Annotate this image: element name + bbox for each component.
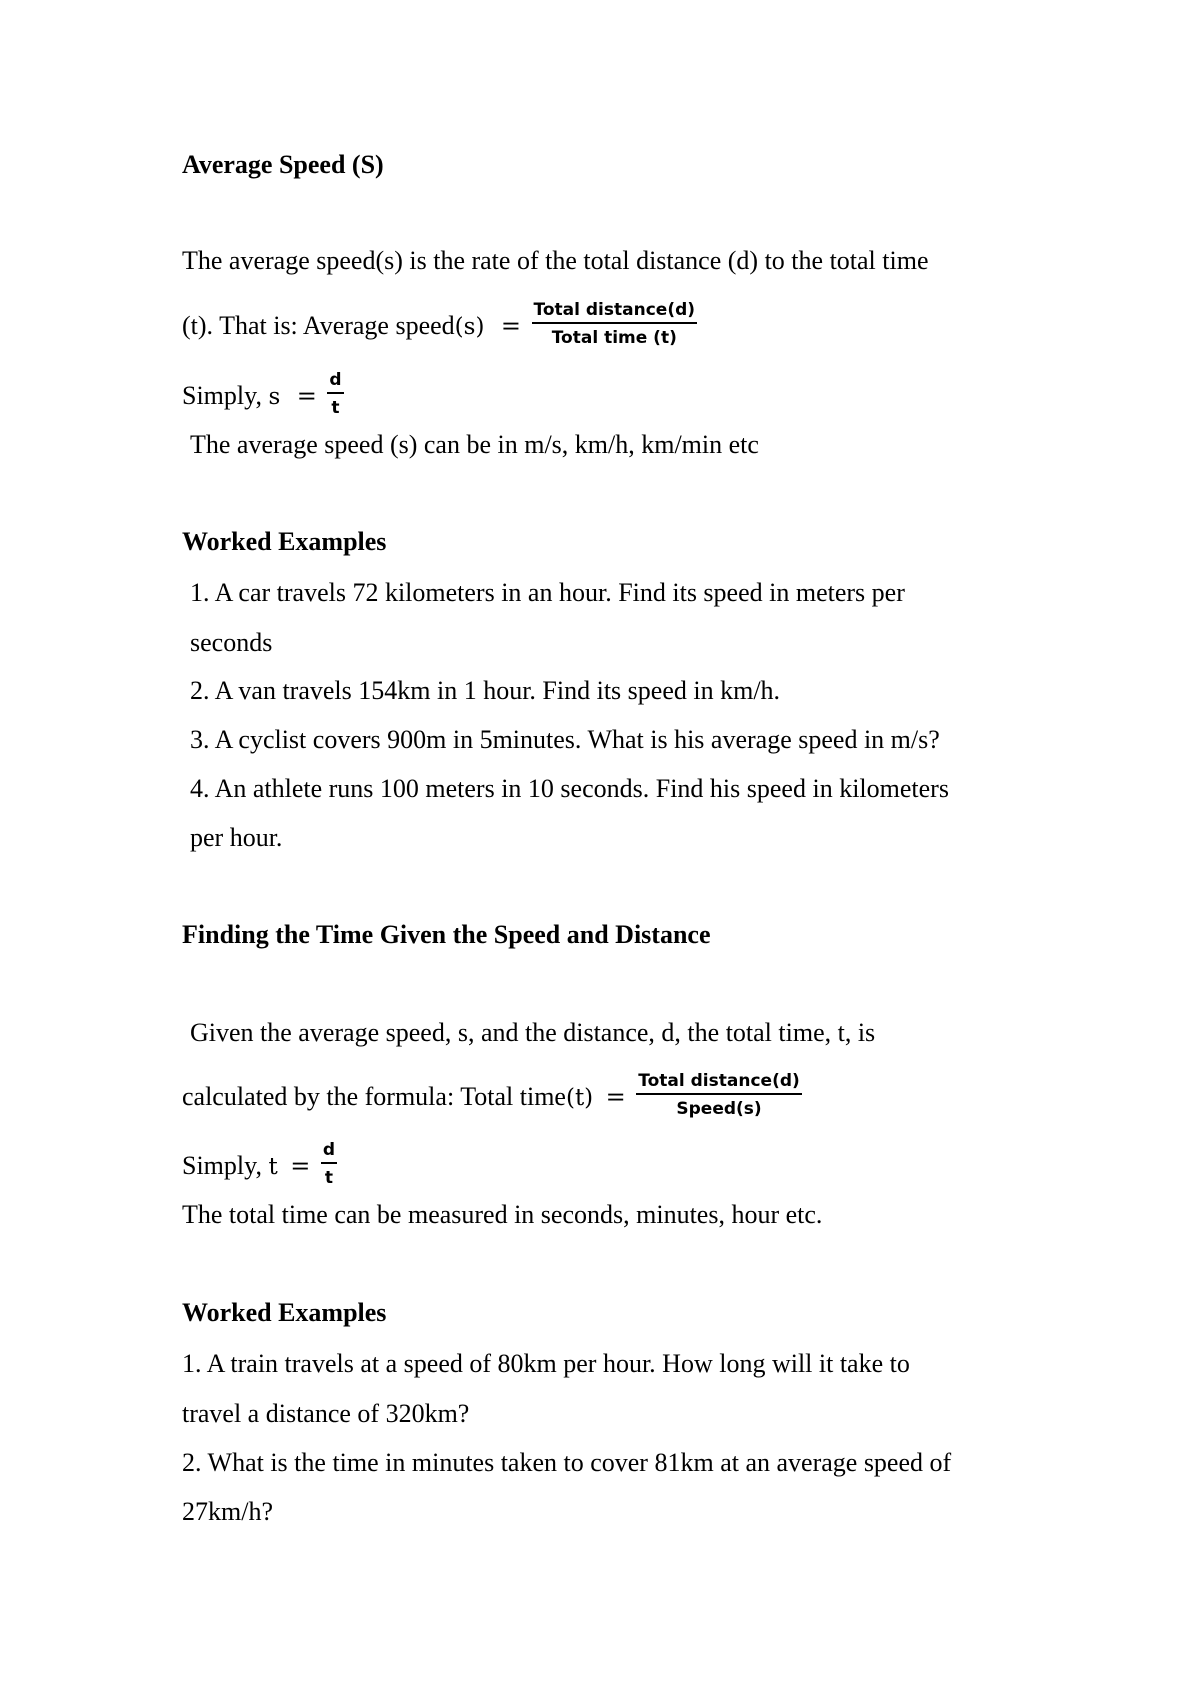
worked-examples-heading: Worked Examples <box>182 1298 387 1327</box>
section-heading-average-speed: Average Speed (S) <box>182 150 384 179</box>
equals-sign: = <box>296 381 317 410</box>
definition-line-1: The average speed(s) is the rate of the total distance (d) to the total time <box>182 246 929 275</box>
simple-fraction <box>327 370 343 418</box>
equals-sign: = <box>500 311 522 340</box>
simple-fraction <box>321 1140 337 1188</box>
simply-variable: s <box>268 383 281 410</box>
time-definition-line-1: Given the average speed, s, and the distance, d, the total time, t, is <box>190 1018 876 1047</box>
simply-variable: t <box>268 1153 278 1180</box>
fraction-denominator: Total time (t) <box>551 328 677 348</box>
worked-examples-heading: Worked Examples <box>182 527 387 556</box>
example-line: 1. A car travels 72 kilometers in an hour. Find its speed in meters per <box>190 578 905 607</box>
units-line: The average speed (s) can be in m/s, km/h, km/min etc <box>190 430 759 459</box>
definition-text: (t). That is: Average speed <box>182 310 455 340</box>
example-line: 4. An athlete runs 100 meters in 10 seconds. Find his speed in kilometers <box>190 774 949 803</box>
example-line: seconds <box>190 628 273 657</box>
equals-sign: = <box>605 1082 626 1111</box>
fraction-denominator: t <box>324 1168 333 1188</box>
example-line: travel a distance of 320km? <box>182 1399 470 1428</box>
time-variable: (t) <box>565 1084 594 1111</box>
simply-label: Simply, <box>182 380 269 410</box>
speed-formula-fraction <box>532 300 698 348</box>
fraction-denominator: Speed(s) <box>676 1099 762 1119</box>
time-units-line: The total time can be measured in seconds, minutes, hour etc. <box>182 1200 823 1229</box>
fraction-numerator: d <box>327 370 343 394</box>
fraction-numerator: Total distance(d) <box>532 300 698 324</box>
time-formula-fraction <box>636 1071 802 1119</box>
equals-sign: = <box>290 1151 311 1180</box>
example-line: 2. What is the time in minutes taken to cover 81km at an average speed of <box>182 1448 952 1477</box>
example-line: 27km/h? <box>182 1497 273 1526</box>
example-line: 2. A van travels 154km in 1 hour. Find its speed in km/h. <box>190 676 781 705</box>
example-line: per hour. <box>190 823 283 852</box>
fraction-numerator: Total distance(d) <box>636 1071 802 1095</box>
example-line: 1. A train travels at a speed of 80km per hour. How long will it take to <box>182 1349 910 1378</box>
definition-line-2 <box>182 300 697 352</box>
definition-text: calculated by the formula: Total time <box>182 1081 566 1111</box>
fraction-numerator: d <box>321 1140 337 1164</box>
fraction-denominator: t <box>331 398 340 418</box>
example-line: 3. A cyclist covers 900m in 5minutes. What is his average speed in m/s? <box>190 725 940 754</box>
section-heading-finding-time: Finding the Time Given the Speed and Distance <box>182 920 711 949</box>
time-definition-line-2 <box>182 1071 802 1123</box>
simply-formula-line <box>182 370 344 422</box>
simply-time-formula-line <box>182 1140 337 1192</box>
speed-variable: (s) <box>454 313 485 340</box>
simply-label: Simply, <box>182 1150 269 1180</box>
